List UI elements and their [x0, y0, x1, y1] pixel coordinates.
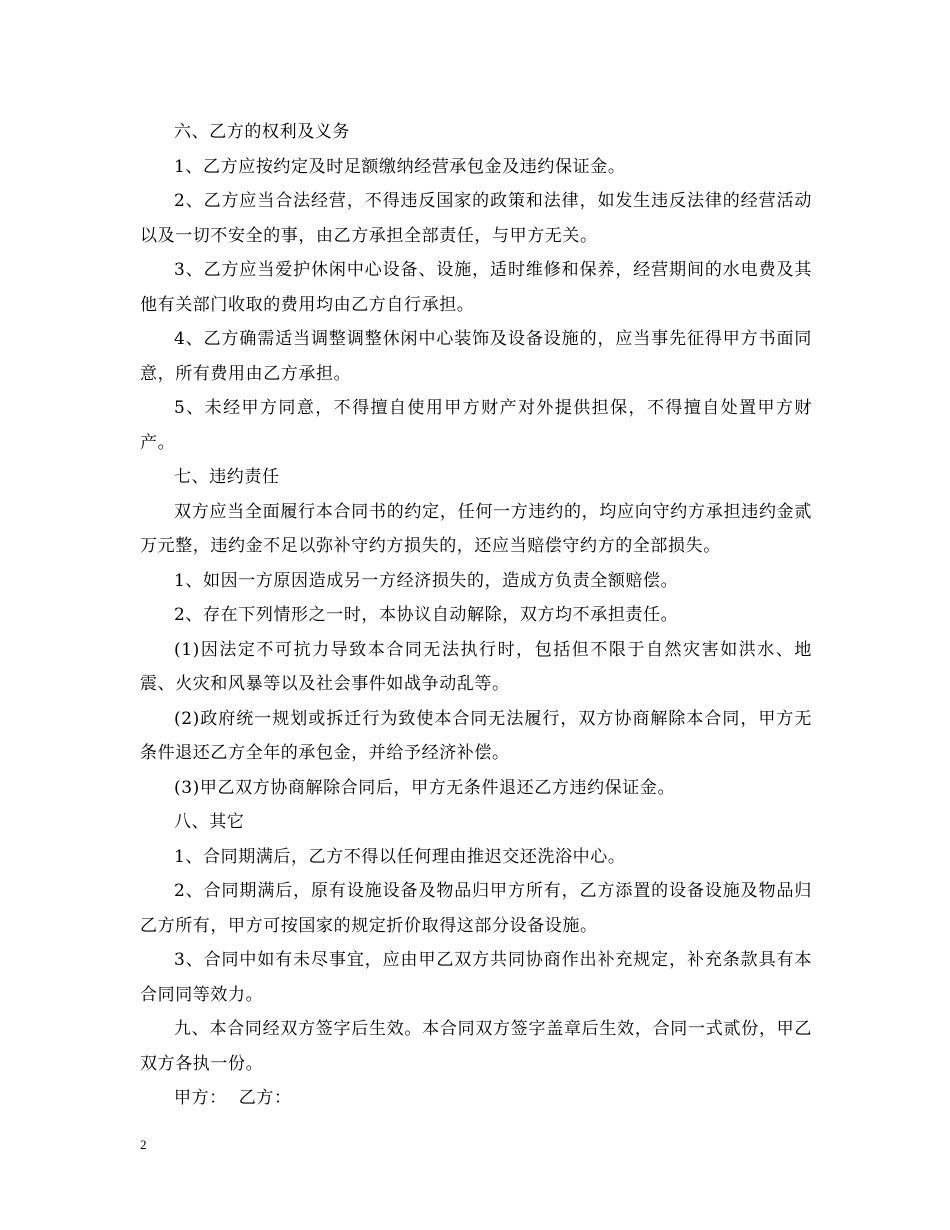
- clause-paragraph: 1、如因一方原因造成另一方经济损失的，造成方负责全额赔偿。: [174, 570, 679, 591]
- signature-line: 甲方： 乙方：: [174, 1088, 292, 1108]
- clause-paragraph: 5、未经甲方同意，不得擅自使用甲方财产对外提供担保，不得擅自处置甲方财产。: [140, 398, 812, 453]
- clause-paragraph: 1、合同期满后，乙方不得以任何理由推迟交还洗浴中心。: [174, 846, 626, 867]
- clause-paragraph: 2、乙方应当合法经营，不得违反国家的政策和法律，如发生违反法律的经营活动以及一切不安全的事，由乙方承担全部责任，与甲方无关。: [140, 191, 812, 246]
- clause-paragraph: 2、合同期满后，原有设施设备及物品归甲方所有，乙方添置的设备设施及物品归乙方所有，甲方可按国家的规定折价取得这部分设备设施。: [140, 881, 812, 936]
- clause-paragraph: 3、乙方应当爱护休闲中心设备、设施，适时维修和保养，经营期间的水电费及其他有关部门收取的费用均由乙方自行承担。: [140, 260, 812, 315]
- clause-paragraph: 双方应当全面履行本合同书的约定，任何一方违约的，均应向守约方承担违约金贰万元整，违约金不足以弥补守约方损失的，还应当赔偿守约方的全部损失。: [140, 501, 812, 556]
- document-body: [140, 115, 812, 1116]
- section-effective-clause: 九、本合同经双方签字后生效。本合同双方签字盖章后生效，合同一式贰份，甲乙双方各执一份。: [140, 1019, 812, 1074]
- section-heading-rights: 六、乙方的权利及义务: [174, 122, 350, 142]
- clause-paragraph: 1、乙方应按约定及时足额缴纳经营承包金及违约保证金。: [174, 156, 626, 177]
- clause-paragraph: 3、合同中如有未尽事宜，应由甲乙双方共同协商作出补充规定，补充条款具有本合同同等效力。: [140, 950, 812, 1005]
- clause-paragraph: (3)甲乙双方协商解除合同后，甲方无条件退还乙方违约保证金。: [174, 777, 676, 798]
- clause-paragraph: (1)因法定不可抗力导致本合同无法执行时，包括但不限于自然灾害如洪水、地震、火灾和风暴等以及社会事件如战争动乱等。: [140, 639, 812, 694]
- section-heading-other: 八、其它: [174, 812, 245, 832]
- section-heading-liability: 七、违约责任: [174, 467, 280, 487]
- clause-paragraph: 2、存在下列情形之一时，本协议自动解除，双方均不承担责任。: [174, 605, 679, 625]
- clause-paragraph: (2)政府统一规划或拆迁行为致使本合同无法履行，双方协商解除本合同，甲方无条件退还乙方全年的承包金，并给予经济补偿。: [140, 708, 812, 763]
- clause-paragraph: 4、乙方确需适当调整调整休闲中心装饰及设备设施的，应当事先征得甲方书面同意，所有费用由乙方承担。: [140, 329, 812, 384]
- page-number: 2: [140, 1137, 147, 1152]
